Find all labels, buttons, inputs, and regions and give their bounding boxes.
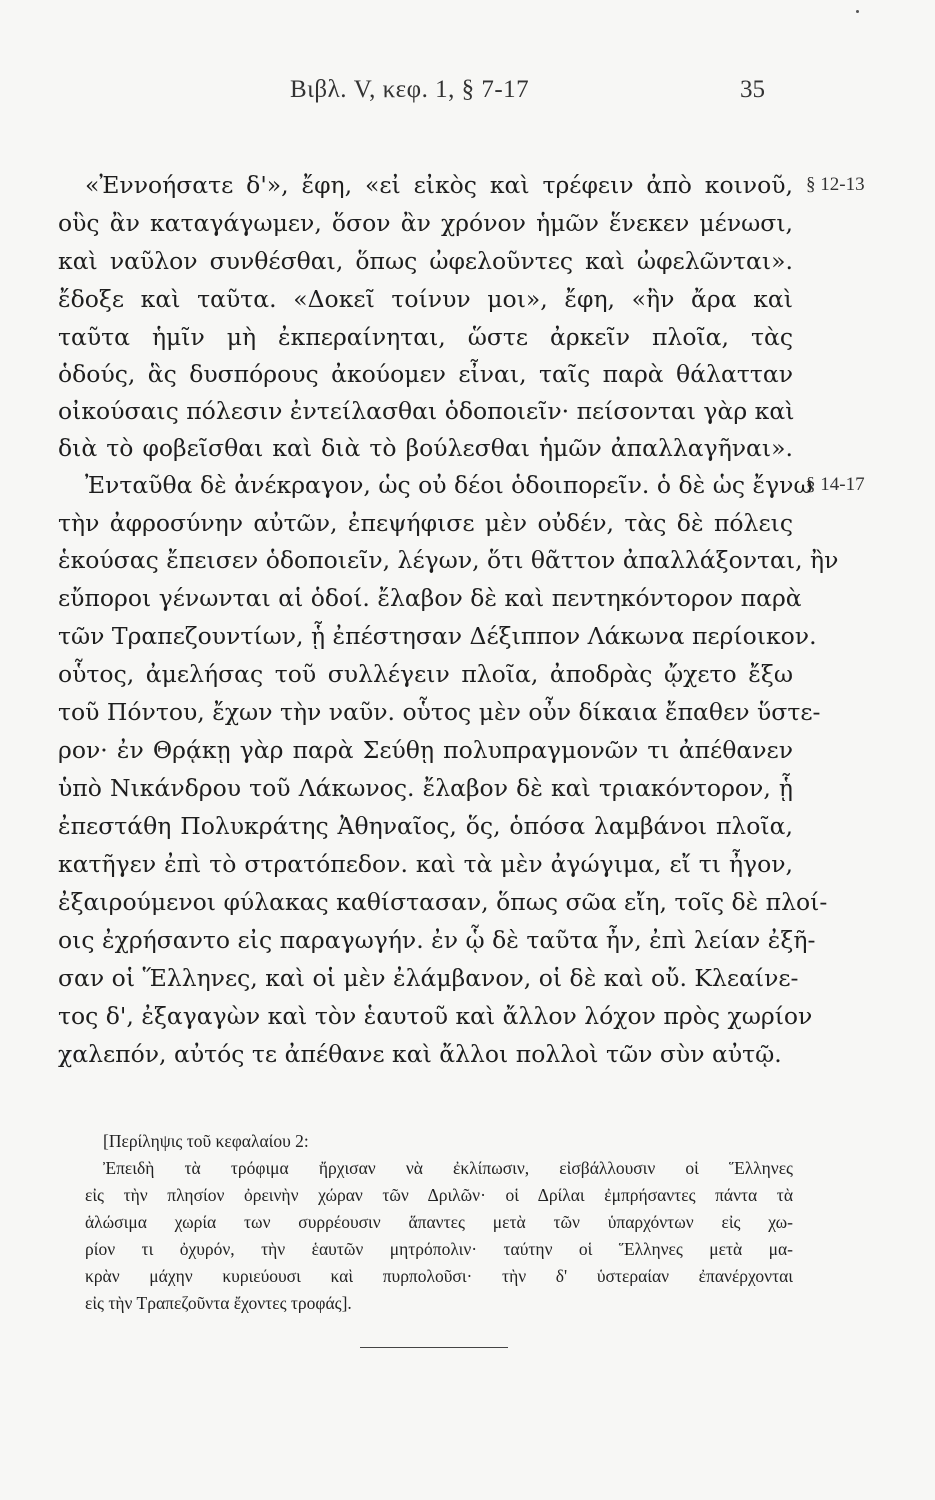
summary-line: εἰς τὴν Τραπεζοῦντα ἔχοντες τροφάς]. bbox=[85, 1293, 352, 1313]
text-line: τοῦ Πόντου, ἔχων τὴν ναῦν. οὗτος μὲν οὖν δίκαια ἔπαθεν ὕστε- bbox=[58, 698, 821, 726]
text-line: ἐξαιρούμενοι φύλακας καθίστασαν, ὅπως σῶα εἴη, τοῖς δὲ πλοί- bbox=[58, 888, 828, 916]
text-line: κατῆγεν ἐπὶ τὸ στρατόπεδον. καὶ τὰ μὲν ἀγώγιμα, εἴ τι ἦγον, bbox=[58, 850, 793, 878]
text-line: ταῦτα ἡμῖν μὴ ἐκπεραίνηται, ὥστε ἀρκεῖν πλοῖα, τὰς bbox=[58, 323, 793, 351]
summary-line: ἁλώσιμα χωρία των συρρέουσιν ἅπαντες μετὰ τῶν ὑπαρχόντων εἰς χω- bbox=[85, 1212, 793, 1232]
text-line: σαν οἱ Ἕλληνες, καὶ οἱ μὲν ἐλάμβανον, οἱ δὲ καὶ οὔ. Κλεαίνε- bbox=[58, 964, 799, 992]
text-line: οὓς ἂν καταγάγωμεν, ὅσον ἂν χρόνον ἡμῶν ἕνεκεν μένωσι, bbox=[58, 209, 793, 237]
page-number: 35 bbox=[740, 76, 765, 103]
text-line: «Ἐννοήσατε δ'», ἔφη, «εἰ εἰκὸς καὶ τρέφειν ἀπὸ κοινοῦ, bbox=[85, 171, 793, 199]
summary-line: κρὰν μάχην κυριεύουσι καὶ πυρπολοῦσι· τὴν δ' ὑστεραίαν ἐπανέρχονται bbox=[85, 1266, 793, 1286]
summary-heading: [Περίληψις τοῦ κεφαλαίου 2: bbox=[103, 1131, 309, 1151]
margin-note-section-range: § 12-13 bbox=[806, 174, 865, 195]
text-line: τὴν ἀφροσύνην αὐτῶν, ἐπεψήφισε μὲν οὐδέν, τὰς δὲ πόλεις bbox=[58, 509, 793, 537]
text-line: οις ἐχρήσαντο εἰς παραγωγήν. ἐν ᾧ δὲ ταῦτα ἦν, ἐπὶ λείαν ἐξῆ- bbox=[58, 926, 816, 954]
text-line: διὰ τὸ φοβεῖσθαι καὶ διὰ τὸ βούλεσθαι ἡμῶν ἀπαλλαγῆναι». bbox=[58, 434, 793, 462]
text-line: χαλεπόν, αὐτός τε ἀπέθανε καὶ ἄλλοι πολλοὶ τῶν σὺν αὐτῷ. bbox=[58, 1040, 782, 1068]
running-title: Βιβλ. V, κεφ. 1, § 7-17 bbox=[290, 76, 530, 103]
text-line: ὁδούς, ἃς δυσπόρους ἀκούομεν εἶναι, ταῖς παρὰ θάλατταν bbox=[58, 360, 793, 388]
running-header bbox=[0, 76, 935, 116]
text-line: Ἐνταῦθα δὲ ἀνέκραγον, ὡς οὐ δέοι ὁδοιπορεῖν. ὁ δὲ ὡς ἔγνω bbox=[85, 471, 813, 499]
text-line: τῶν Τραπεζουντίων, ᾗ ἐπέστησαν Δέξιππον Λάκωνα περίοικον. bbox=[58, 622, 817, 650]
summary-line: Ἐπειδὴ τὰ τρόφιμα ἤρχισαν νὰ ἐκλίπωσιν, εἰσβάλλουσιν οἱ Ἕλληνες bbox=[103, 1158, 793, 1178]
text-line: οἰκούσαις πόλεσιν ἐντείλασθαι ὁδοποιεῖν· πείσονται γὰρ καὶ bbox=[58, 397, 795, 425]
text-line: τος δ', ἐξαγαγὼν καὶ τὸν ἑαυτοῦ καὶ ἄλλον λόχον πρὸς χωρίον bbox=[58, 1002, 813, 1030]
text-line: εὔποροι γένωνται αἱ ὁδοί. ἔλαβον δὲ καὶ πεντηκόντορον παρὰ bbox=[58, 584, 802, 612]
margin-note-section-range: § 14-17 bbox=[806, 474, 865, 495]
paper-speck bbox=[856, 10, 859, 13]
text-line: ἑκούσας ἔπεισεν ὁδοποιεῖν, λέγων, ὅτι θᾶττον ἀπαλλάξονται, ἢν bbox=[58, 546, 839, 574]
text-line: καὶ ναῦλον συνθέσθαι, ὅπως ὠφελοῦντες καὶ ὠφελῶνται». bbox=[58, 247, 793, 275]
closing-rule bbox=[360, 1347, 508, 1348]
text-line: οὗτος, ἀμελήσας τοῦ συλλέγειν πλοῖα, ἀποδρὰς ᾤχετο ἔξω bbox=[58, 660, 793, 688]
text-line: ὑπὸ Νικάνδρου τοῦ Λάκωνος. ἔλαβον δὲ καὶ τριακόντορον, ᾗ bbox=[58, 774, 793, 802]
summary-line: ρίον τι ὀχυρόν, τὴν ἑαυτῶν μητρόπολιν· ταύτην οἱ Ἕλληνες μετὰ μα- bbox=[85, 1239, 793, 1259]
text-line: ρον· ἐν Θρᾴκῃ γὰρ παρὰ Σεύθῃ πολυπραγμονῶν τι ἀπέθανεν bbox=[58, 736, 793, 764]
summary-line: εἰς τὴν πλησίον ὀρεινὴν χώραν τῶν Δριλῶν· οἱ Δρίλαι ἐμπρήσαντες πάντα τὰ bbox=[85, 1185, 793, 1205]
text-line: ἐπεστάθη Πολυκράτης Ἀθηναῖος, ὅς, ὁπόσα λαμβάνοι πλοῖα, bbox=[58, 812, 793, 840]
text-line: ἔδοξε καὶ ταῦτα. «Δοκεῖ τοίνυν μοι», ἔφη, «ἢν ἄρα καὶ bbox=[58, 285, 793, 313]
